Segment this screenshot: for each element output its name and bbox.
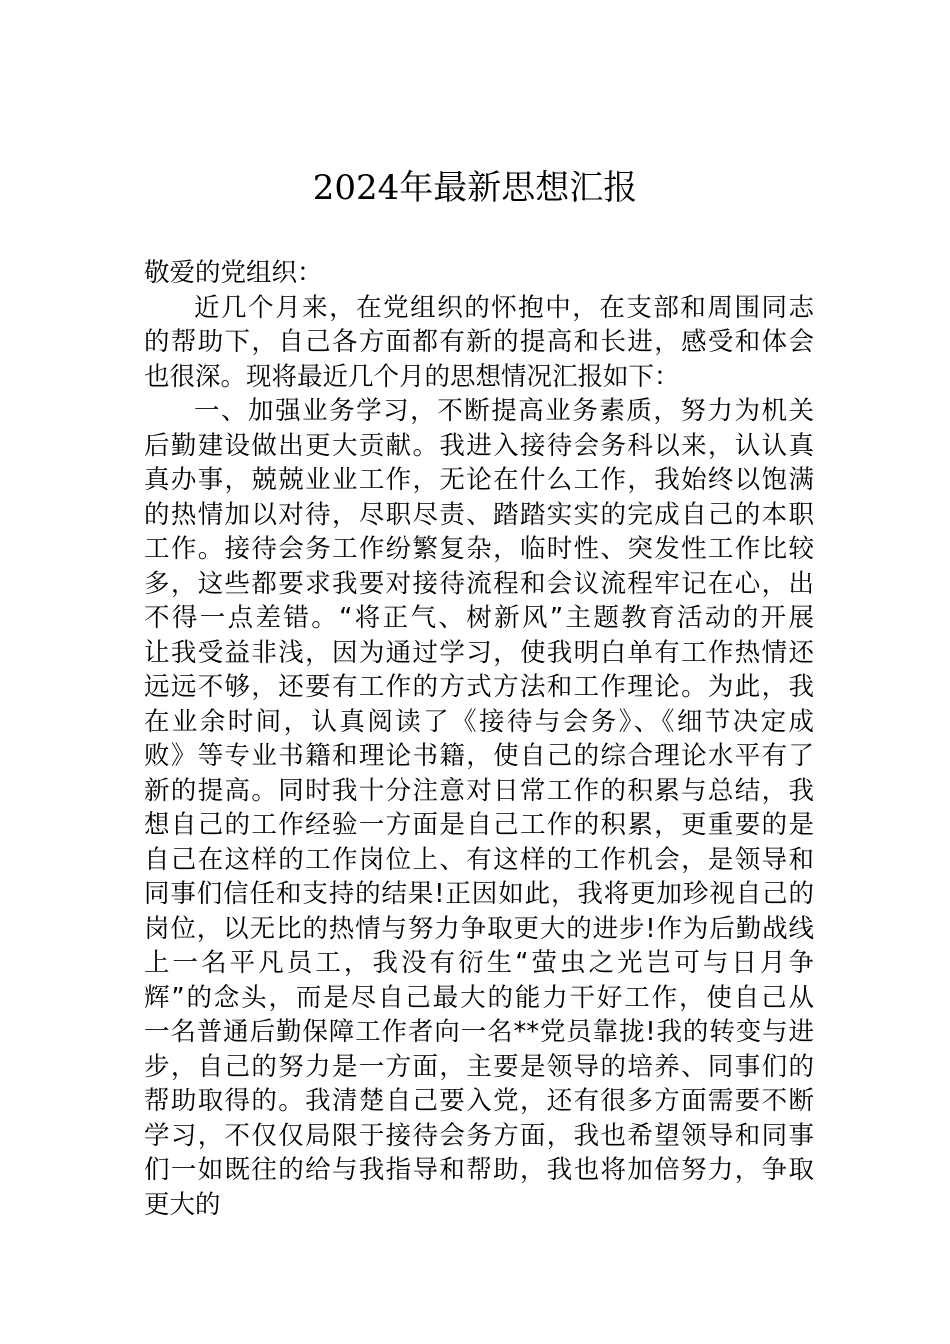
- body-line: 同事们信任和支持的结果!正因如此，我将更加珍视自己的: [144, 879, 814, 909]
- body-line: 多，这些都要求我要对接待流程和会议流程牢记在心，出: [144, 568, 814, 599]
- body-line: 辉”的念头，而是尽自己最大的能力干好工作，使自己从: [144, 982, 814, 1013]
- body-line: 学习，不仅仅局限于接待会务方面，我也希望领导和同事: [144, 1120, 814, 1151]
- body-line: 一名普通后勤保障工作者向一名**党员靠拢!我的转变与进: [144, 1017, 814, 1047]
- body-line: 工作。接待会务工作纷繁复杂，临时性、突发性工作比较: [144, 534, 814, 564]
- body-line: 一、加强业务学习，不断提高业务素质，努力为机关: [194, 396, 814, 426]
- body-line: 败》等专业书籍和理论书籍，使自己的综合理论水平有了: [144, 741, 814, 771]
- body-line: 上一名平凡员工，我没有衍生“萤虫之光岂可与日月争: [144, 948, 814, 978]
- body-line: 的帮助下，自己各方面都有新的提高和长进，感受和体会: [144, 327, 814, 357]
- document-body: [144, 256, 814, 1222]
- body-line: 也很深。现将最近几个月的思想情况汇报如下：: [144, 361, 680, 392]
- body-line: 更大的: [144, 1189, 221, 1220]
- body-line: 不得一点差错。“将正气、树新风”主题教育活动的开展: [144, 603, 814, 633]
- body-line: 近几个月来，在党组织的怀抱中，在支部和周围同志: [194, 292, 814, 323]
- body-line: 新的提高。同时我十分注意对日常工作的积累与总结，我: [144, 775, 814, 806]
- body-line: 步，自己的努力是一方面，主要是领导的培养、同事们的: [144, 1051, 814, 1082]
- body-line: 真办事，兢兢业业工作，无论在什么工作，我始终以饱满: [144, 465, 814, 495]
- body-line: 让我受益非浅，因为通过学习，使我明白单有工作热情还: [144, 637, 814, 668]
- body-line: 在业余时间，认真阅读了《接待与会务》、《细节决定成: [144, 706, 814, 737]
- body-line: 后勤建设做出更大贡献。我进入接待会务科以来，认认真: [144, 430, 814, 461]
- document-title: 2024年最新思想汇报: [312, 168, 638, 208]
- body-line: 想自己的工作经验一方面是自己工作的积累，更重要的是: [144, 810, 814, 840]
- body-line: 自己在这样的工作岗位上、有这样的工作机会，是领导和: [144, 844, 814, 875]
- body-line: 帮助取得的。我清楚自己要入党，还有很多方面需要不断: [144, 1086, 814, 1116]
- body-line: 远远不够，还要有工作的方式方法和工作理论。为此，我: [144, 672, 814, 702]
- body-line: 的热情加以对待，尽职尽责、踏踏实实的完成自己的本职: [144, 499, 814, 530]
- salutation-line: 敬爱的党组织：: [144, 258, 323, 288]
- body-line: 岗位，以无比的热情与努力争取更大的进步!作为后勤战线: [144, 913, 814, 944]
- body-line: 们一如既往的给与我指导和帮助，我也将加倍努力，争取: [144, 1155, 814, 1185]
